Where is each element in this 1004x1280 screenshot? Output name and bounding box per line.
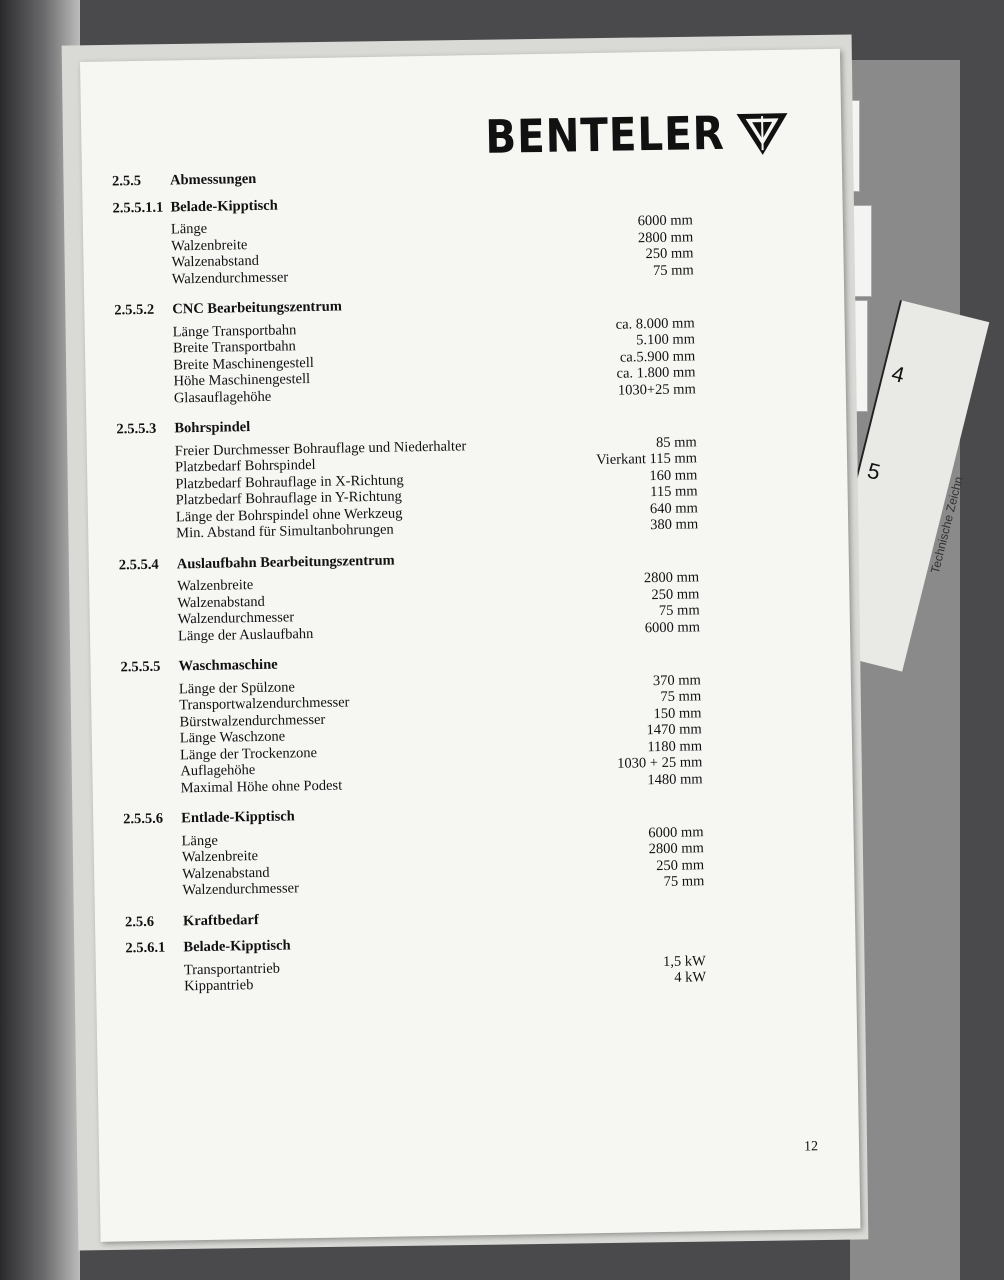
spec-value: 250 mm xyxy=(645,245,694,263)
section-number: 2.5.5.6 xyxy=(123,810,164,828)
logo-text: BENTELER xyxy=(484,105,726,164)
section-title: CNC Bearbeitungszentrum xyxy=(172,298,343,318)
section-number: 2.5.5.1.1 xyxy=(112,199,164,216)
spec-content xyxy=(112,163,707,1009)
page-number: 12 xyxy=(803,1139,819,1155)
spec-list xyxy=(177,569,700,644)
spec-value: 2800 mm xyxy=(648,840,704,858)
spec-label: Walzenabstand xyxy=(182,864,270,882)
spec-value: 2800 mm xyxy=(643,569,700,587)
benteler-triangle-icon xyxy=(739,112,786,153)
section-heading xyxy=(112,163,692,190)
spec-value: 1480 mm xyxy=(647,770,703,788)
section-heading xyxy=(125,930,705,957)
spec-label: Maximal Höhe ohne Podest xyxy=(180,777,343,796)
benteler-logo xyxy=(485,102,786,167)
section-title: Abmessungen xyxy=(169,170,257,189)
spec-list xyxy=(184,953,706,995)
spec-label: Transportantrieb xyxy=(183,960,281,978)
spec-label: Länge Transportbahn xyxy=(172,321,297,340)
section-title: Entlade-Kipptisch xyxy=(181,808,295,827)
section-heading xyxy=(116,411,696,438)
spec-value: 4 kW xyxy=(674,969,707,986)
spec-value: ca.5.900 mm xyxy=(619,347,696,366)
section-title: Auslaufbahn Bearbeitungszentrum xyxy=(176,552,395,572)
spec-value: 1180 mm xyxy=(647,737,703,755)
spec-label: Länge der Spülzone xyxy=(178,678,296,697)
section-number: 2.5.5.3 xyxy=(116,420,157,438)
section-number: 2.5.5.4 xyxy=(118,556,159,573)
spec-label: Breite Maschinengestell xyxy=(173,354,314,373)
spec-label: Walzendurchmesser xyxy=(171,268,289,287)
spec-label: Walzendurchmesser xyxy=(182,880,299,899)
spec-list xyxy=(173,315,696,407)
spec-label: Walzenbreite xyxy=(171,236,248,254)
spec-label: Walzendurchmesser xyxy=(177,609,295,628)
section-heading xyxy=(125,904,705,931)
spec-label: Walzenabstand xyxy=(171,252,260,271)
spec-value: 75 mm xyxy=(663,873,705,890)
spec-label: Platzbedarf Bohrspindel xyxy=(174,456,316,476)
spec-value: 1030+25 mm xyxy=(617,380,696,399)
spec-label: Länge der Auslaufbahn xyxy=(177,625,314,644)
spec-label: Glasauflagehöhe xyxy=(173,388,272,406)
spec-value: 75 mm xyxy=(660,688,702,705)
spec-value: 1,5 kW xyxy=(662,952,706,970)
spec-value: 160 mm xyxy=(649,466,698,484)
spec-label: Auflagehöhe xyxy=(180,762,256,780)
spec-label: Höhe Maschinengestell xyxy=(173,371,311,390)
spec-value: 6000 mm xyxy=(644,618,701,636)
spec-value: 6000 mm xyxy=(637,212,693,230)
section-heading xyxy=(120,649,700,676)
spec-value: 75 mm xyxy=(652,261,694,279)
spec-label: Freier Durchmesser Bohrauflage und Niederhalter xyxy=(174,437,467,459)
spec-value: 640 mm xyxy=(649,499,699,517)
section-heading xyxy=(114,292,694,319)
spec-value: 250 mm xyxy=(651,585,700,603)
spec-label: Länge Waschzone xyxy=(179,728,286,747)
spec-list xyxy=(175,434,699,542)
spec-label: Kippantrieb xyxy=(184,977,254,995)
ruler-number: 4 xyxy=(889,360,908,388)
spec-value: 75 mm xyxy=(658,602,700,619)
spec-label: Länge der Trockenzone xyxy=(179,744,318,763)
spec-list xyxy=(179,672,703,797)
spec-value: 85 mm xyxy=(655,433,697,451)
spec-label: Walzenbreite xyxy=(177,577,254,595)
section-number: 2.5.5.2 xyxy=(114,301,155,319)
spec-value: Vierkant 115 mm xyxy=(595,450,698,469)
spec-label: Walzenbreite xyxy=(181,848,259,866)
spec-list xyxy=(181,824,704,899)
spec-value: 2800 mm xyxy=(637,228,694,246)
section-heading xyxy=(123,801,703,828)
spec-value: 5.100 mm xyxy=(635,331,696,349)
section-heading xyxy=(119,547,699,574)
ruler-number: 5 xyxy=(864,457,883,485)
spec-label: Länge xyxy=(181,832,218,849)
section-number: 2.5.6 xyxy=(124,913,155,930)
spec-label: Walzenabstand xyxy=(177,593,265,611)
section-number: 2.5.5 xyxy=(111,172,142,190)
spec-value: ca. 1.800 mm xyxy=(616,364,696,382)
document-page xyxy=(80,49,860,1242)
section-heading xyxy=(112,190,692,217)
section-title: Kraftbedarf xyxy=(182,911,259,929)
spec-label: Breite Transportbahn xyxy=(172,338,296,357)
ruler-label: Technische Zeichn xyxy=(927,475,966,575)
section-title: Belade-Kipptisch xyxy=(170,197,278,215)
spec-value: ca. 8.000 mm xyxy=(615,314,695,333)
spec-label: Min. Abstand für Simultanbohrungen xyxy=(176,521,394,542)
spec-label: Bürstwalzendurchmesser xyxy=(179,711,326,730)
spec-list xyxy=(171,212,694,287)
spec-label: Länge der Bohrspindel ohne Werkzeug xyxy=(175,504,403,525)
spec-value: 1470 mm xyxy=(646,721,702,739)
spec-label: Platzbedarf Bohrauflage in Y-Richtung xyxy=(175,488,402,509)
section-number: 2.5.6.1 xyxy=(125,939,166,957)
spec-value: 1030 + 25 mm xyxy=(617,754,703,772)
spec-value: 380 mm xyxy=(650,516,699,534)
section-title: Belade-Kipptisch xyxy=(183,937,291,956)
spec-label: Platzbedarf Bohrauflage in X-Richtung xyxy=(175,471,404,492)
section-number: 2.5.5.5 xyxy=(120,658,161,676)
spec-value: 150 mm xyxy=(653,704,702,722)
spec-label: Transportwalzendurchmesser xyxy=(179,694,350,714)
spec-value: 370 mm xyxy=(652,671,702,689)
section-title: Waschmaschine xyxy=(178,656,278,675)
section-title: Bohrspindel xyxy=(174,419,251,437)
spec-value: 6000 mm xyxy=(648,823,704,841)
spec-value: 115 mm xyxy=(650,483,698,501)
spec-label: Länge xyxy=(170,220,208,238)
spec-value: 250 mm xyxy=(656,856,705,874)
